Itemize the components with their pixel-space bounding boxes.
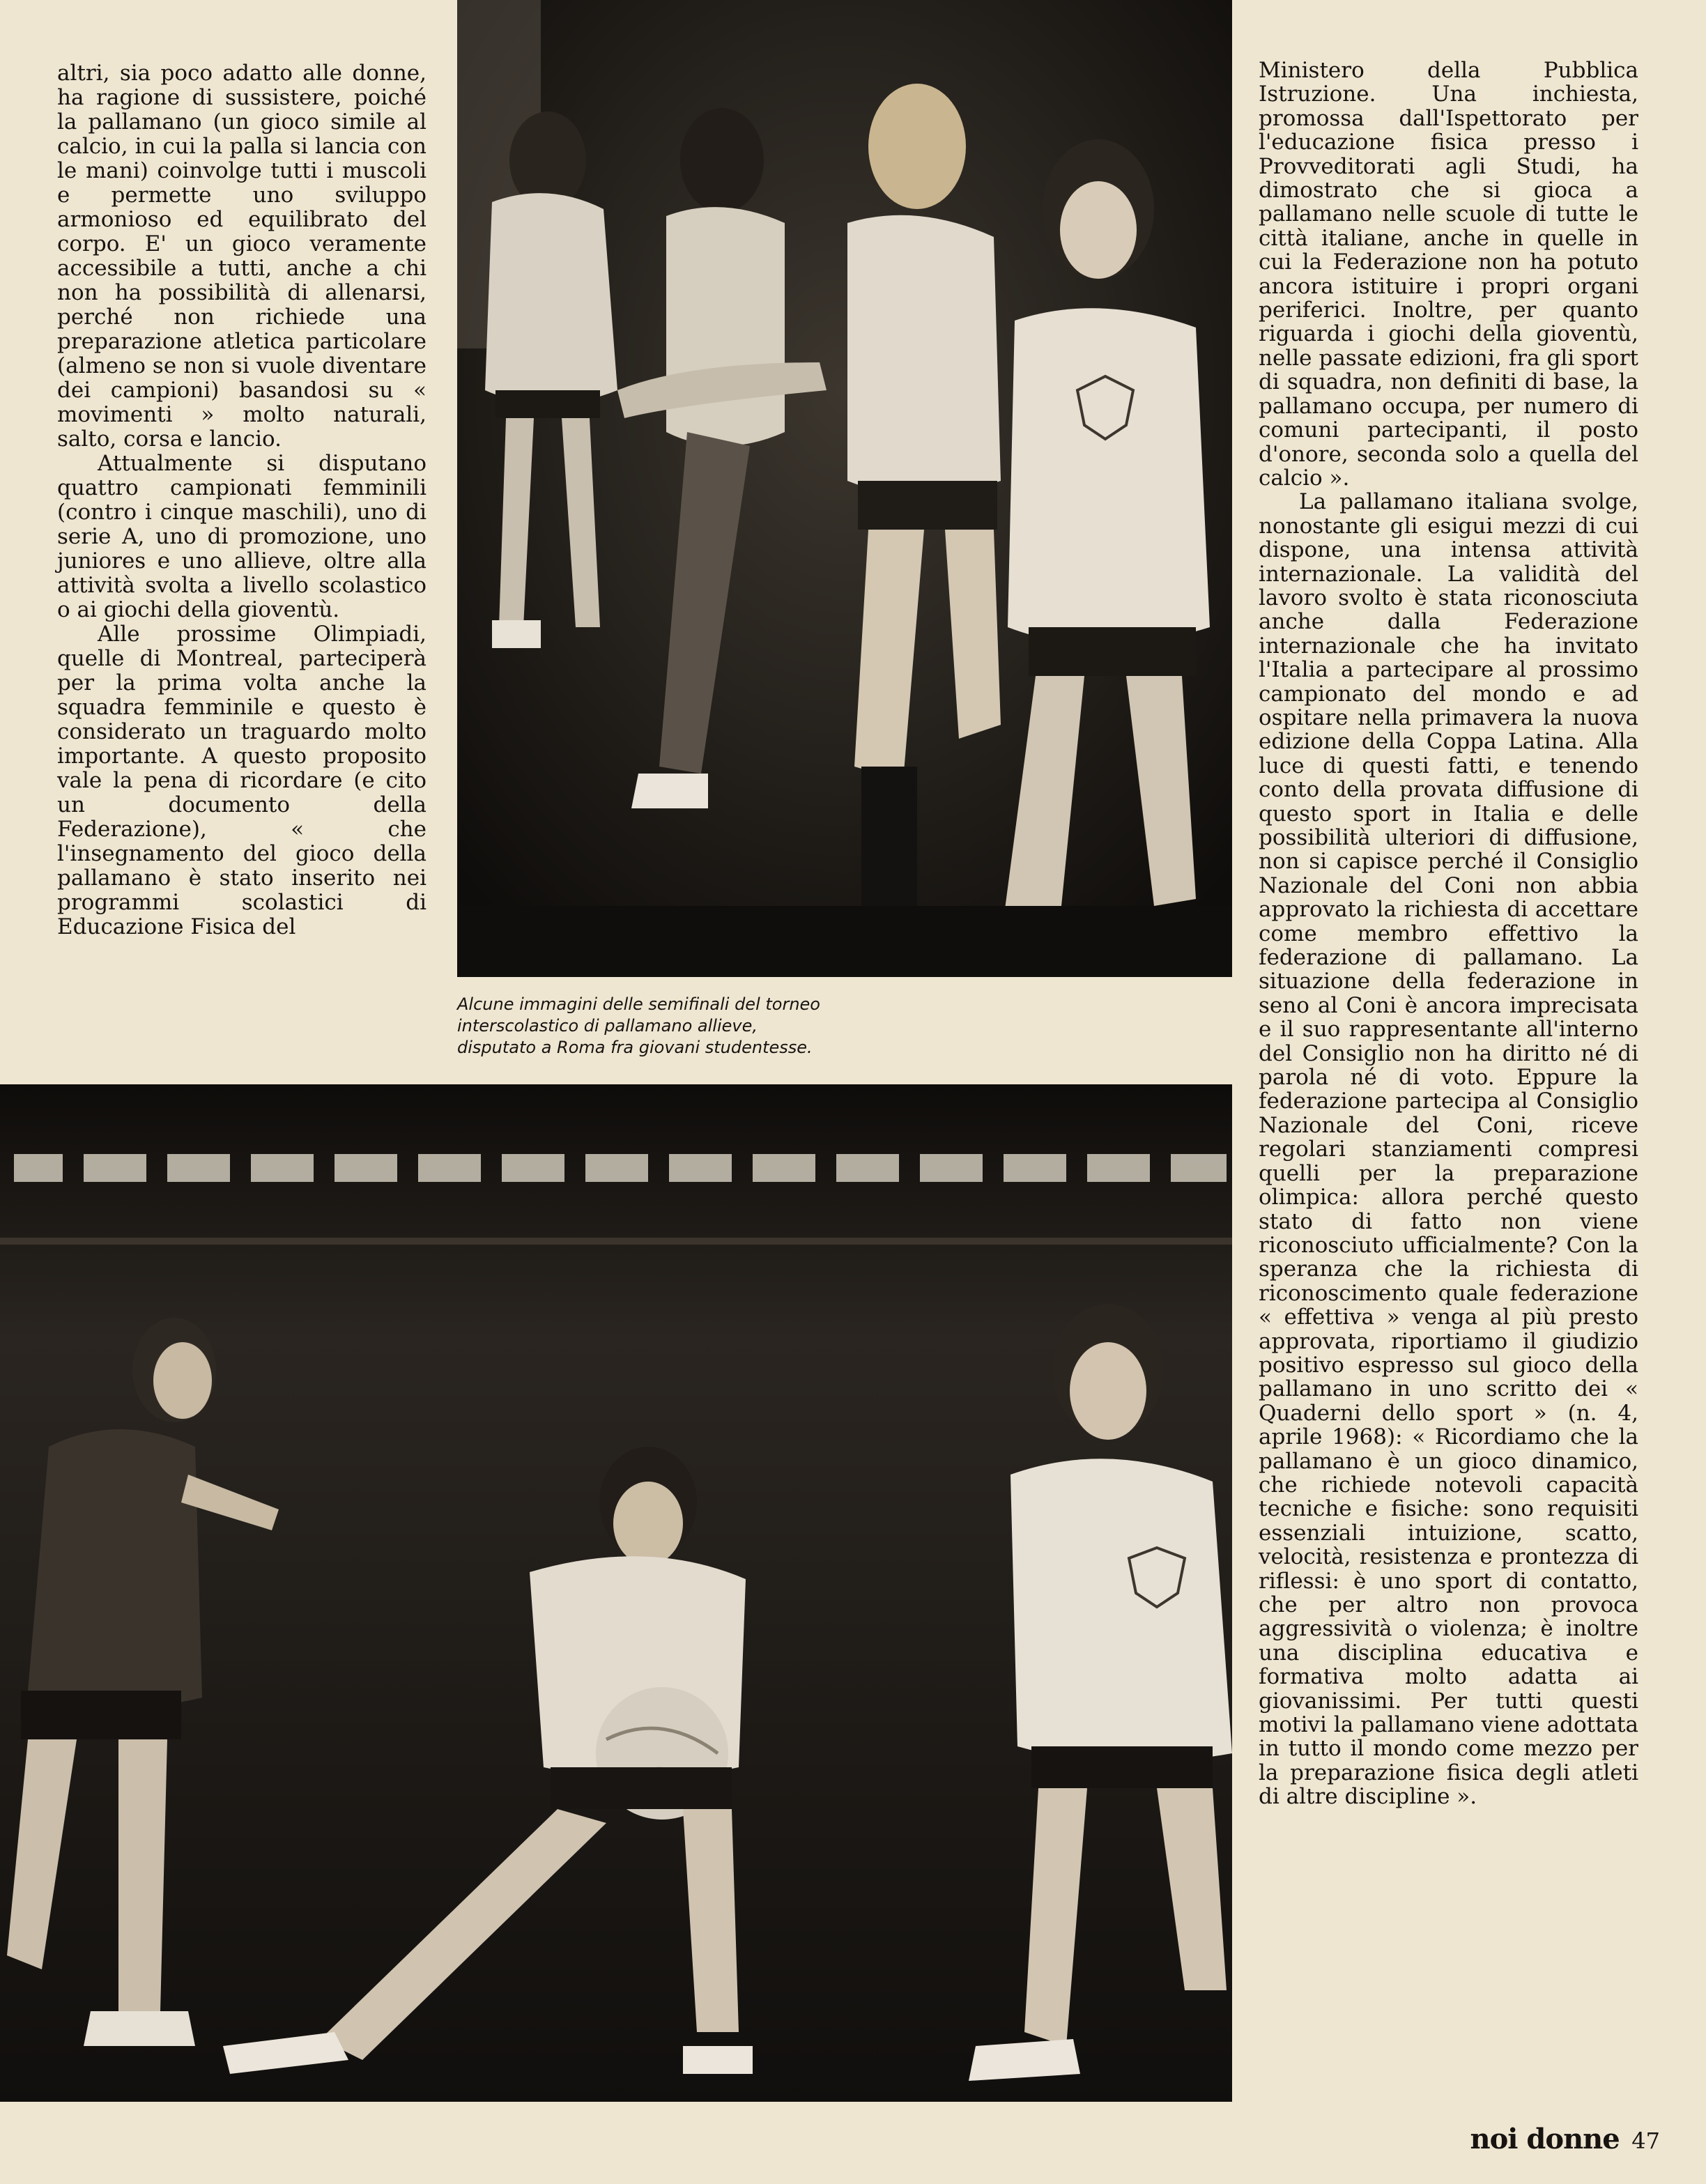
paragraph: Alle prossime Olimpiadi, quelle di Montreal, parteciperà per la prima volta anche la squadra femminile e questo è considerato un traguardo molto importante. A questo proposito vale la pena di ricordare (e cito un documento della Federazione), « che l'insegnamento del gioco della pallamano è stato inserito nei programmi scolastici di Educazione Fisica del (57, 622, 426, 939)
paragraph: Attualmente si disputano quattro campionati femminili (contro i cinque maschili), uno di serie A, uno di promozione, uno juniores e uno allieve, oltre alla attività svolta a livello scolastico o ai giochi della gioventù. (57, 451, 426, 622)
caption-line: interscolastico di pallamano allieve, (457, 1016, 758, 1036)
paragraph: altri, sia poco adatto alle donne, ha ragione di sussistere, poiché la pallamano (un gioco simile al calcio, in cui la palla si lancia con le mani) coinvolge tutti i muscoli e permette uno sviluppo armonioso ed equilibrato del corpo. E' un gioco veramente accessibile a tutti, anche a chi non ha possibilità di allenarsi, perché non richiede una preparazione atletica particolare (almeno se non si vuole diventare dei campioni) basandosi su « movimenti » molto naturali, salto, corsa e lancio. (57, 61, 426, 452)
photo-bottom-illustration (0, 1084, 1232, 2102)
magazine-title: noi donne (1470, 2123, 1620, 2155)
photo-bottom-handball-game (0, 1084, 1232, 2102)
photo-top-illustration (457, 0, 1232, 977)
photo-top-girls-lineup (457, 0, 1232, 977)
right-text-column (1259, 59, 1638, 1809)
left-text-column (57, 61, 426, 939)
page-number: 47 (1631, 2128, 1660, 2154)
photo-caption (457, 994, 1232, 1059)
caption-line: Alcune immagini delle semifinali del torneo (457, 994, 820, 1014)
paragraph: Ministero della Pubblica Istruzione. Una inchiesta, promossa dall'Ispettorato per l'educazione fisica presso i Provveditorati agli Studi, ha dimostrato che si gioca a pallamano nelle scuole di tutte le città italiane, anche in quelle in cui la Federazione non ha potuto ancora istituire i propri organi periferici. Inoltre, per quanto riguarda i giochi della gioventù, nelle passate edizioni, fra gli sport di squadra, non definiti di base, la pallamano occupa, per numero di comuni partecipanti, il posto d'onore, seconda solo a quella del calcio ». (1259, 58, 1638, 491)
caption-line: disputato a Roma fra giovani studentesse. (457, 1038, 813, 1057)
paragraph: La pallamano italiana svolge, nonostante gli esigui mezzi di cui dispone, una intensa attività internazionale. La validità del lavoro svolto è stata riconosciuta anche dalla Federazione internazionale che ha invitato l'Italia a partecipare al prossimo campionato del mondo e ad ospitare nella primavera la nuova edizione della Coppa Latina. Alla luce di questi fatti, e tenendo conto della provata diffusione di questo sport in Italia e delle possibilità ulteriori di diffusione, non si capisce perché il Consiglio Nazionale del Coni non abbia approvato la richiesta di accettare come membro effettivo la federazione di pallamano. La situazione della federazione in seno al Coni è ancora imprecisata e il suo rappresentante all'interno del Consiglio non ha diritto né di parola né di voto. Eppure la federazione partecipa al Consiglio Nazionale del Coni, riceve regolari stanziamenti compresi quelli per la preparazione olimpica: allora perché questo stato di fatto non viene riconosciuto ufficialmente? Con la speranza che la richiesta di riconoscimento quale federazione « effettiva » venga al più presto approvata, riportiamo il giudizio positivo espresso sul gioco della pallamano in uno scritto dei « Quaderni dello sport » (n. 4, aprile 1968): « Ricordiamo che la pallamano è un gioco dinamico, che richiede notevoli capacità tecniche e fisiche: sono requisiti essenziali intuizione, scatto, velocità, resistenza e prontezza di riflessi: è uno sport di contatto, che per altro non provoca aggressività o violenza; è inoltre una disciplina educativa e formativa molto adatta ai giovanissimi. Per tutti questi motivi la pallamano viene adottata in tutto il mondo come mezzo per la preparazione fisica degli atleti di altre discipline ». (1259, 489, 1638, 1810)
page-footer (1470, 2123, 1660, 2155)
